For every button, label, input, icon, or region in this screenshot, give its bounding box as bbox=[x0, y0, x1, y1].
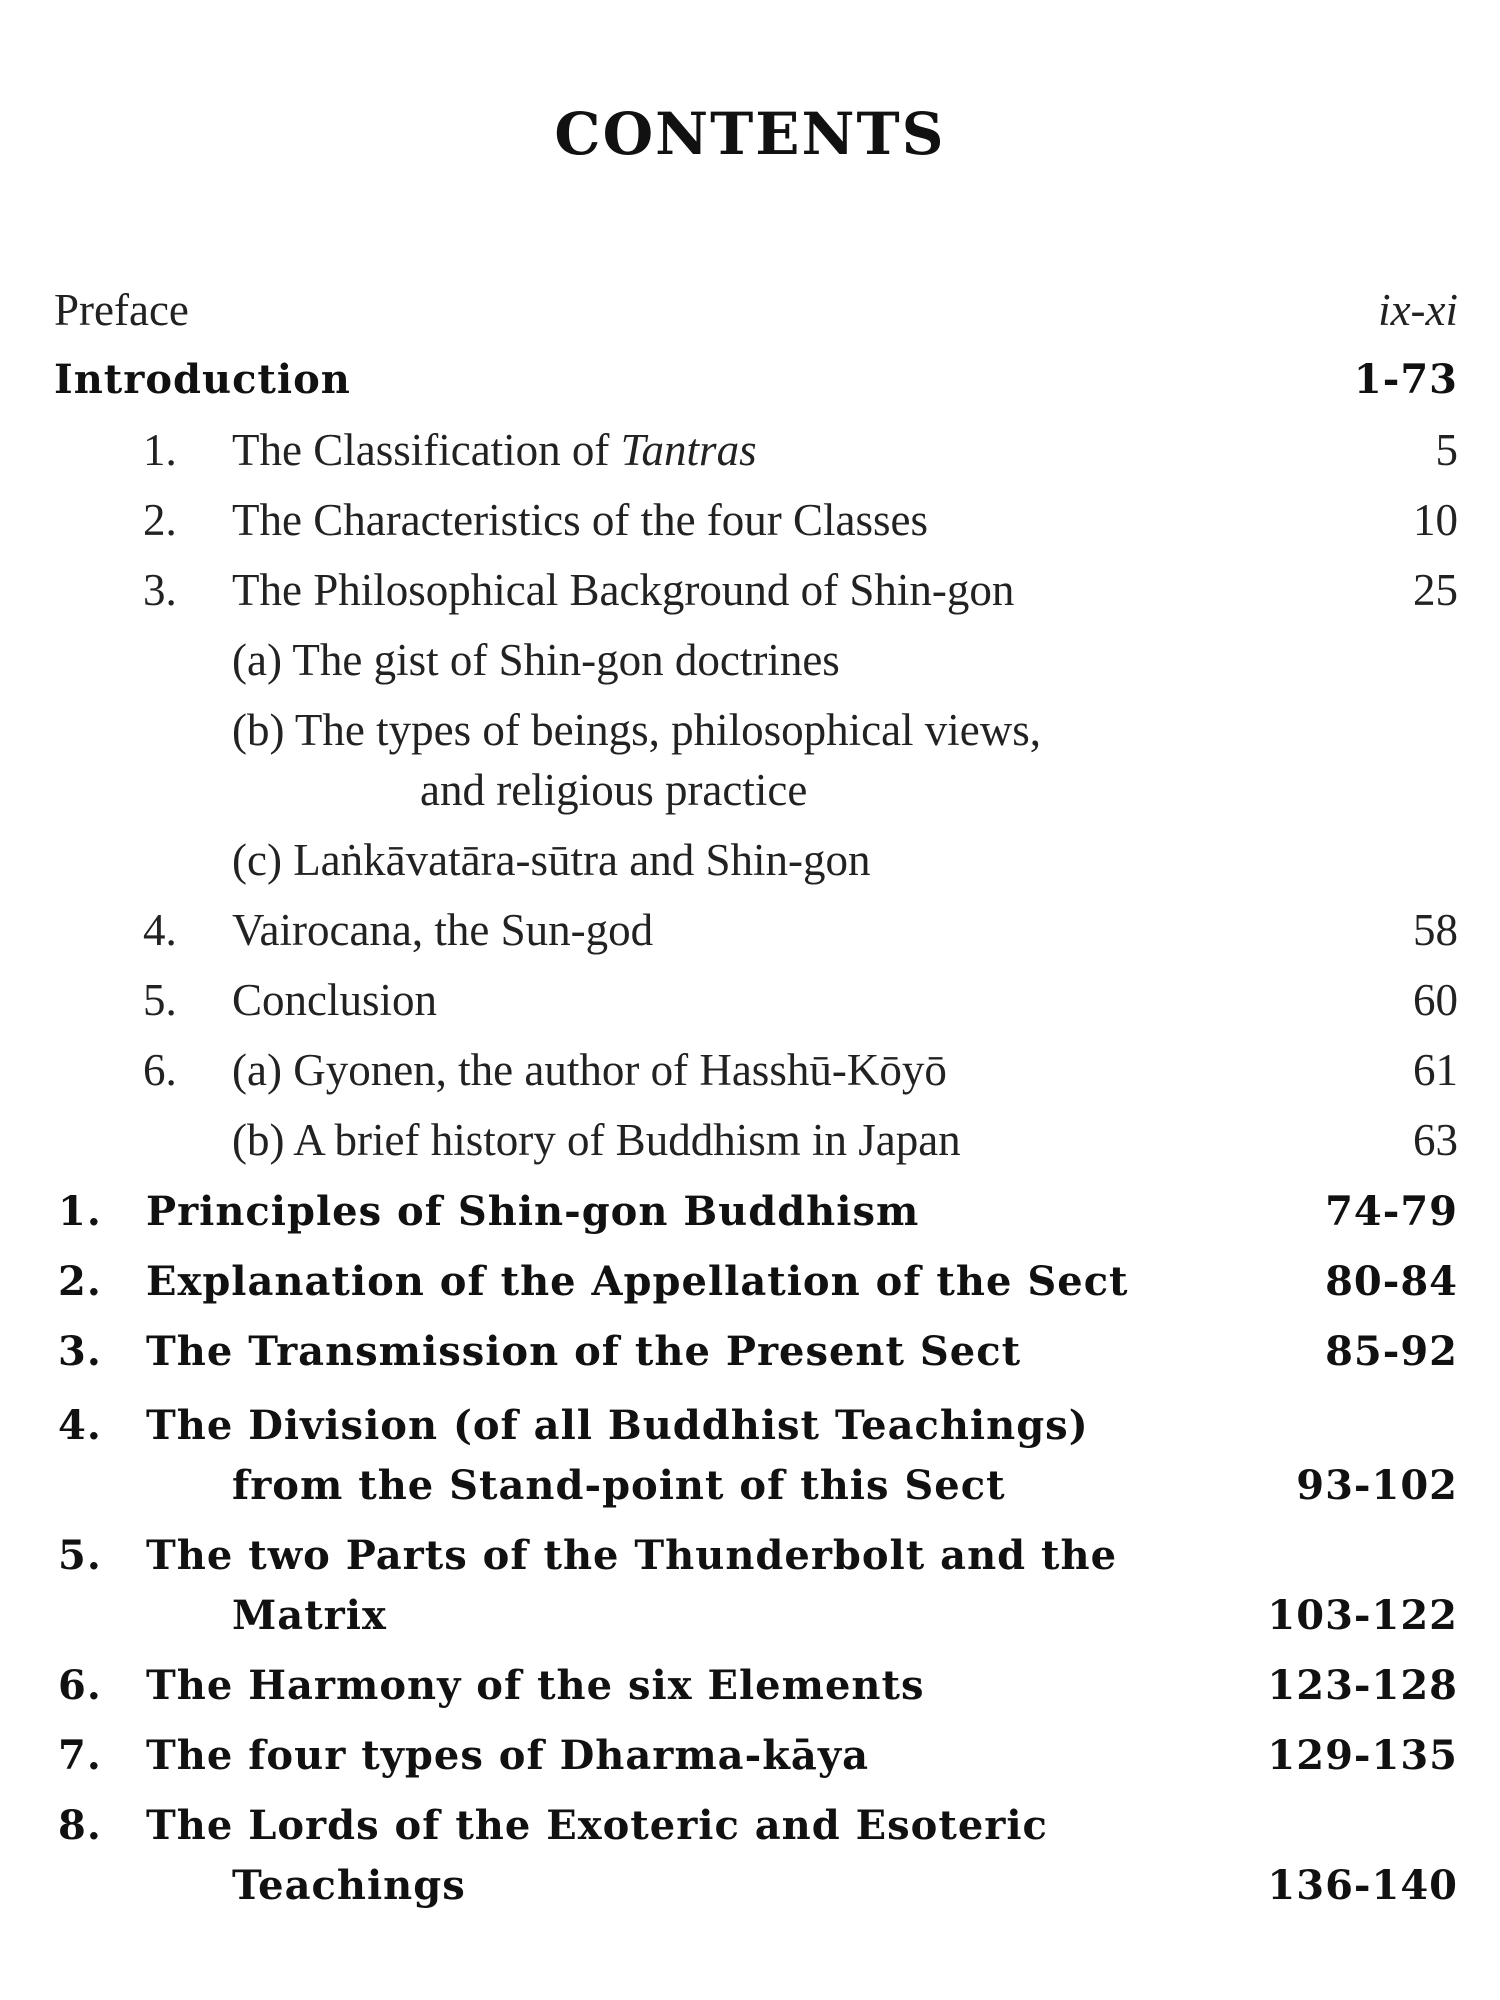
toc-subsubentry[interactable] bbox=[0, 828, 1500, 892]
toc-chapter-continuation bbox=[0, 1854, 1500, 1918]
toc-subentry-pages: 58 bbox=[1413, 905, 1458, 955]
page-title: CONTENTS bbox=[554, 100, 946, 168]
toc-subentry[interactable] bbox=[0, 1038, 1500, 1102]
toc-subentry-label-italic: Tantras bbox=[620, 425, 757, 475]
toc-chapter-pages: 74-79 bbox=[1325, 1188, 1458, 1235]
toc-subentry-pages: 25 bbox=[1413, 565, 1458, 615]
toc-subentry-label: Conclusion bbox=[232, 975, 438, 1025]
toc-chapter-title: The Harmony of the six Elements bbox=[146, 1662, 925, 1709]
toc-subsubentry-label: (c) Laṅkāvatāra-sūtra and Shin-gon bbox=[232, 835, 871, 885]
toc-subentry-number: 1. bbox=[143, 425, 177, 475]
toc-subentry[interactable] bbox=[0, 488, 1500, 552]
toc-subentry[interactable] bbox=[0, 968, 1500, 1032]
toc-subentry-label: The Classification of Tantras bbox=[232, 425, 757, 475]
toc-subentry-pages: 5 bbox=[1435, 425, 1458, 475]
toc-chapter-number: 3. bbox=[58, 1328, 102, 1375]
toc-subentry[interactable] bbox=[0, 898, 1500, 962]
toc-subentry-number: 5. bbox=[143, 975, 177, 1025]
toc-chapter-title: Explanation of the Appellation of the Sect bbox=[146, 1258, 1129, 1305]
toc-chapter-title: The Lords of the Exoteric and Esoteric bbox=[146, 1802, 1048, 1849]
toc-entry-label: Introduction bbox=[54, 356, 351, 403]
toc-subsubentry-label: (a) The gist of Shin-gon doctrines bbox=[232, 635, 840, 685]
toc-subsubentry[interactable] bbox=[0, 628, 1500, 692]
toc-subentry-label: Vairocana, the Sun-god bbox=[232, 905, 654, 955]
toc-chapter-title-cont: Teachings bbox=[232, 1862, 466, 1909]
toc-entry-introduction[interactable] bbox=[0, 348, 1500, 412]
toc-subentry-pages: 61 bbox=[1413, 1045, 1458, 1095]
toc-subsubentry-continuation bbox=[0, 758, 1500, 822]
toc-subsubentry-pages: 63 bbox=[1413, 1115, 1458, 1165]
toc-chapter-continuation bbox=[0, 1584, 1500, 1648]
toc-subentry-pages: 60 bbox=[1413, 975, 1458, 1025]
toc-subentry-number: 6. bbox=[143, 1045, 177, 1095]
toc-chapter-number: 6. bbox=[58, 1662, 102, 1709]
toc-chapter-number: 7. bbox=[58, 1732, 102, 1779]
toc-entry-preface[interactable] bbox=[0, 278, 1500, 342]
toc-chapter-pages: 85-92 bbox=[1325, 1328, 1458, 1375]
toc-chapter-title: The Division (of all Buddhist Teachings) bbox=[146, 1402, 1089, 1449]
toc-chapter-number: 2. bbox=[58, 1258, 102, 1305]
toc-subentry-label: (a) Gyonen, the author of Hasshū-Kōyō bbox=[232, 1045, 947, 1095]
toc-subentry[interactable] bbox=[0, 418, 1500, 482]
toc-chapter-title-cont: Matrix bbox=[232, 1592, 387, 1639]
toc-subentry-number: 3. bbox=[143, 565, 177, 615]
toc-subsubentry-label-cont: and religious practice bbox=[420, 765, 808, 815]
toc-chapter[interactable] bbox=[0, 1320, 1500, 1384]
toc-chapter-number: 8. bbox=[58, 1802, 102, 1849]
toc-subentry-pages: 10 bbox=[1413, 495, 1458, 545]
toc-subentry-label: The Philosophical Background of Shin-gon bbox=[232, 565, 1015, 615]
toc-subsubentry[interactable] bbox=[0, 698, 1500, 762]
toc-chapter[interactable] bbox=[0, 1794, 1500, 1858]
toc-chapter-number: 5. bbox=[58, 1532, 102, 1579]
toc-subsubentry[interactable] bbox=[0, 1108, 1500, 1172]
toc-entry-pages: 1-73 bbox=[1353, 356, 1458, 403]
toc-chapter-pages: 93-102 bbox=[1296, 1462, 1458, 1509]
toc-chapter-title: The Transmission of the Present Sect bbox=[146, 1328, 1022, 1375]
toc-subentry[interactable] bbox=[0, 558, 1500, 622]
toc-chapter-continuation bbox=[0, 1454, 1500, 1518]
toc-chapter-title-cont: from the Stand-point of this Sect bbox=[232, 1462, 1006, 1509]
toc-chapter-pages: 80-84 bbox=[1325, 1258, 1458, 1305]
toc-chapter[interactable] bbox=[0, 1524, 1500, 1588]
toc-chapter-pages: 129-135 bbox=[1267, 1732, 1458, 1779]
toc-chapter-pages: 103-122 bbox=[1267, 1592, 1458, 1639]
toc-chapter-title: The four types of Dharma-kāya bbox=[146, 1732, 869, 1779]
toc-subsubentry-label: (b) The types of beings, philosophical views, bbox=[232, 705, 1042, 755]
toc-chapter[interactable] bbox=[0, 1394, 1500, 1458]
toc-subsubentry-label: (b) A brief history of Buddhism in Japan bbox=[232, 1115, 961, 1165]
toc-chapter-title: The two Parts of the Thunderbolt and the bbox=[146, 1532, 1118, 1579]
toc-subentry-number: 2. bbox=[143, 495, 177, 545]
toc-chapter-number: 4. bbox=[58, 1402, 102, 1449]
toc-subentry-number: 4. bbox=[143, 905, 177, 955]
toc-entry-pages: ix-xi bbox=[1378, 285, 1458, 335]
toc-entry-label: Preface bbox=[54, 285, 189, 335]
toc-chapter[interactable] bbox=[0, 1654, 1500, 1718]
toc-chapter-pages: 136-140 bbox=[1267, 1862, 1458, 1909]
toc-chapter-number: 1. bbox=[58, 1188, 102, 1235]
toc-chapter[interactable] bbox=[0, 1180, 1500, 1244]
toc-chapter[interactable] bbox=[0, 1250, 1500, 1314]
toc-subentry-label: The Characteristics of the four Classes bbox=[232, 495, 929, 545]
toc-chapter-pages: 123-128 bbox=[1267, 1662, 1458, 1709]
toc-chapter[interactable] bbox=[0, 1724, 1500, 1788]
toc-chapter-title: Principles of Shin-gon Buddhism bbox=[146, 1188, 920, 1235]
